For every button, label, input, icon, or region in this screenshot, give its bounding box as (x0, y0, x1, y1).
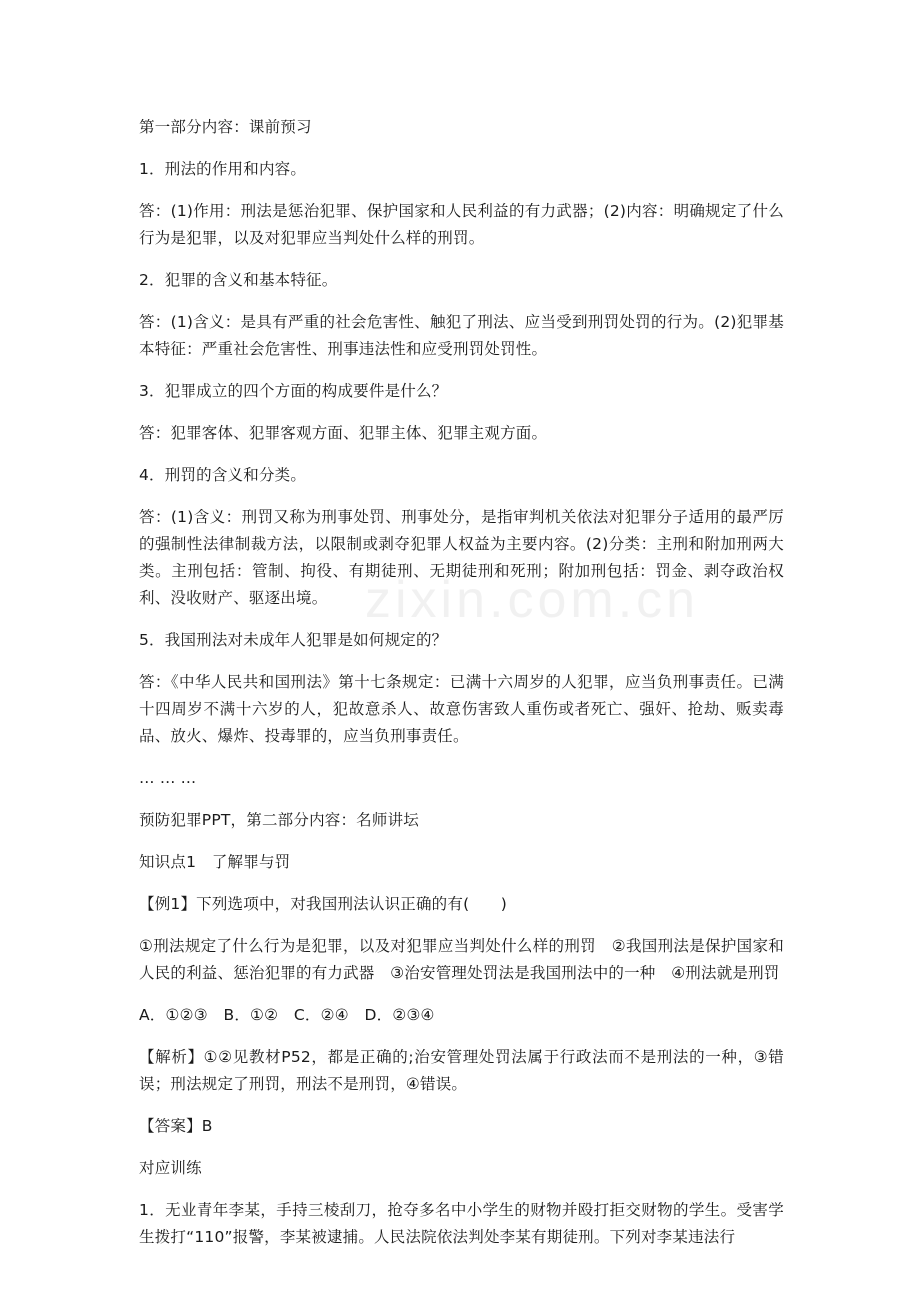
example-1-statements: ①刑法规定了什么行为是犯罪，以及对犯罪应当判处什么样的刑罚 ②我国刑法是保护国家和人民的利益、惩治犯罪的有力武器 ③治安管理处罚法是我国刑法中的一种 ④刑法就是刑罚 (139, 937, 784, 982)
example-1-analysis: 【解析】①②见教材P52，都是正确的;治安管理处罚法属于行政法而不是刑法的一种，③错误；刑法规定了刑罚，刑法不是刑罚，④错误。 (139, 1048, 784, 1093)
question-3: 3．犯罪成立的四个方面的构成要件是什么？ (139, 382, 448, 400)
practice-question-1: 1．无业青年李某，手持三棱刮刀，抢夺多名中小学生的财物并殴打拒交财物的学生。受害学生拨打“110”报警，李某被逮捕。人民法院依法判处李某有期徒刑。下列对李某违法行 (139, 1201, 784, 1246)
watermark: zixin.com.cn (365, 571, 700, 629)
question-5: 5．我国刑法对未成年人犯罪是如何规定的？ (139, 631, 448, 649)
question-4: 4．刑罚的含义和分类。 (139, 466, 307, 484)
practice-heading: 对应训练 (139, 1159, 202, 1177)
question-2: 2．犯罪的含义和基本特征。 (139, 271, 338, 289)
answer-3: 答：犯罪客体、犯罪客观方面、犯罪主体、犯罪主观方面。 (139, 424, 548, 442)
question-1: 1．刑法的作用和内容。 (139, 160, 307, 178)
example-1-answer: 【答案】B (139, 1117, 213, 1135)
section-heading-preview: 第一部分内容：课前预习 (139, 118, 312, 136)
answer-2: 答：(1)含义：是具有严重的社会危害性、触犯了刑法、应当受到刑罚处罚的行为。(2)犯罪基本特征：严重社会危害性、刑事违法性和应受刑罚处罚性。 (139, 313, 784, 358)
section-heading-lecture: 预防犯罪PPT，第二部分内容：名师讲坛 (139, 811, 419, 829)
answer-5: 答：《中华人民共和国刑法》第十七条规定：已满十六周岁的人犯罪，应当负刑事责任。已满十四周岁不满十六岁的人，犯故意杀人、故意伤害致人重伤或者死亡、强奸、抢劫、贩卖毒品、放火、爆炸、投毒罪的，应当负刑事责任。 (139, 673, 784, 745)
example-1-options: A．①②③ B．①② C．②④ D．②③④ (139, 1006, 435, 1024)
answer-4: 答：(1)含义：刑罚又称为刑事处罚、刑事处分，是指审判机关依法对犯罪分子适用的最严厉的强制性法律制裁方法，以限制或剥夺犯罪人权益为主要内容。(2)分类：主刑和附加刑两大类。主刑包括：管制、拘役、有期徒刑、无期徒刑和死刑；附加刑包括：罚金、剥夺政治权利、没收财产、驱逐出境。 (139, 508, 784, 607)
ellipsis: … … … (139, 769, 197, 787)
knowledge-point-1: 知识点1 了解罪与罚 (139, 853, 291, 871)
example-1-question: 【例1】下列选项中，对我国刑法认识正确的有( ) (139, 895, 507, 913)
answer-1: 答：(1)作用：刑法是惩治犯罪、保护国家和人民利益的有力武器；(2)内容：明确规定了什么行为是犯罪，以及对犯罪应当判处什么样的刑罚。 (139, 202, 784, 247)
document-body (139, 114, 784, 1266)
